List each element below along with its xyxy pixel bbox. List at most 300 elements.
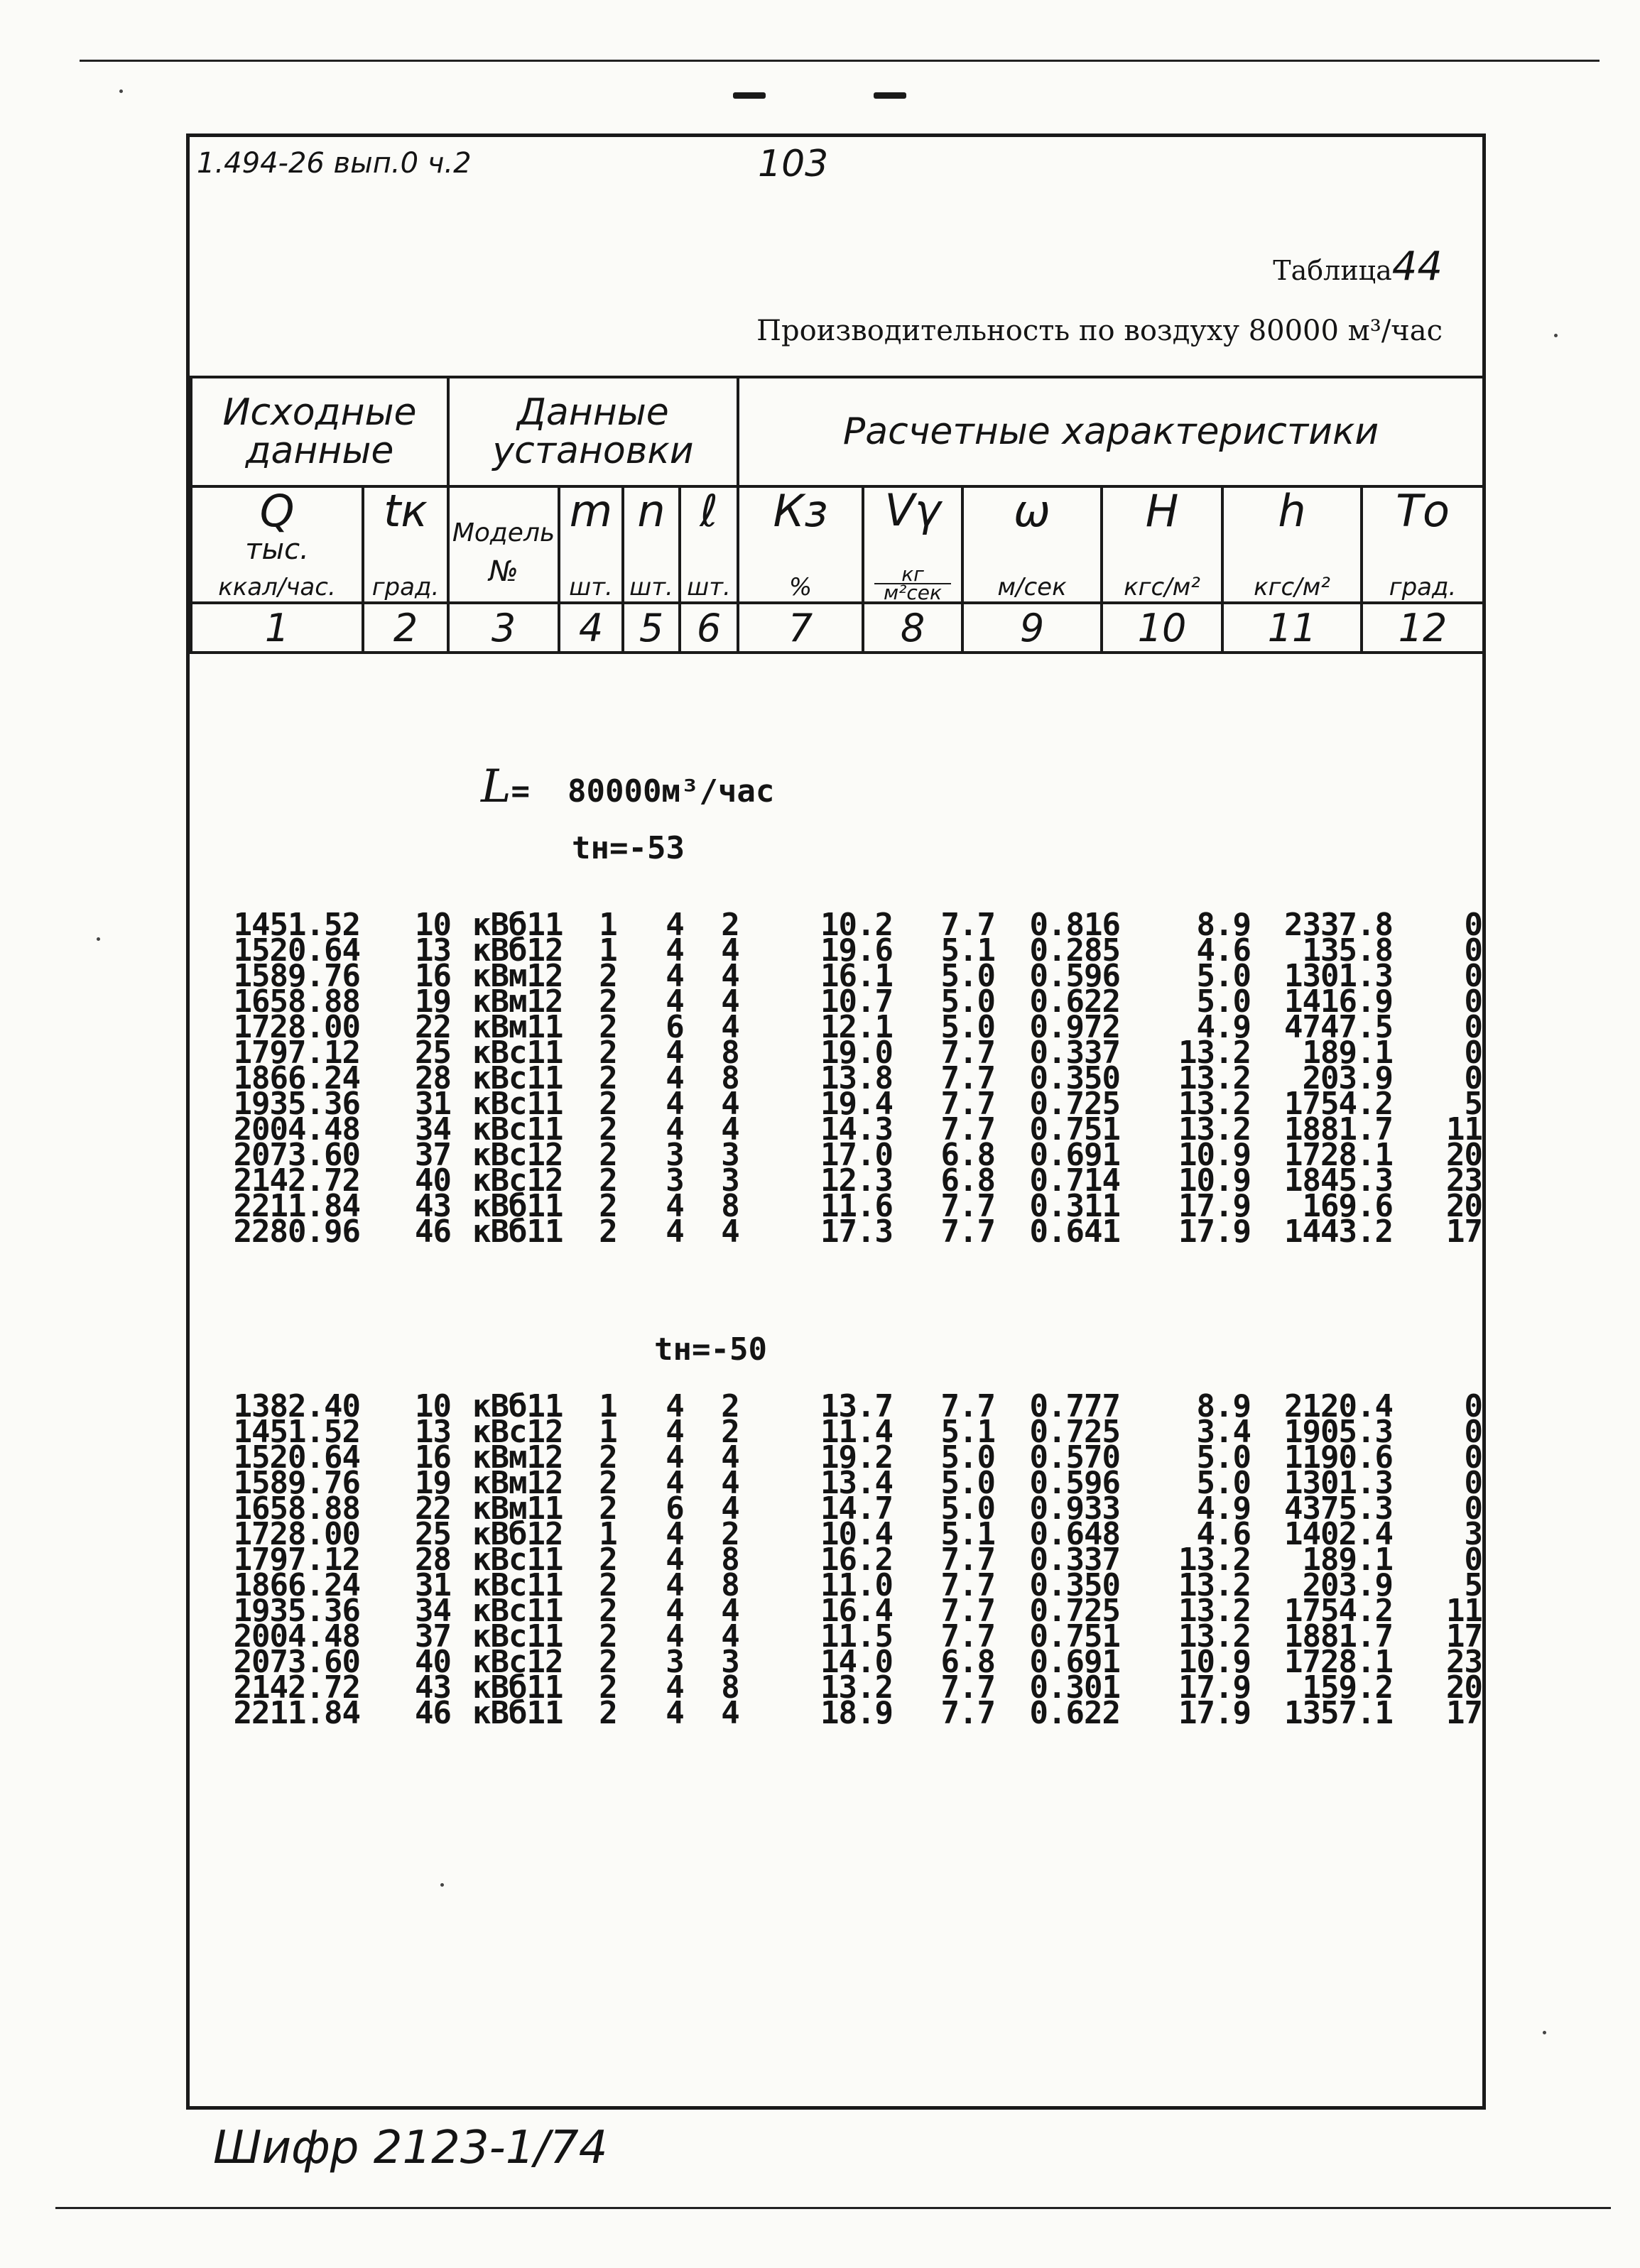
cell-kz: 14.3 (820, 1111, 893, 1147)
cell-vy: 7.7 (940, 1388, 995, 1424)
col-tk-unit: град. (371, 573, 440, 601)
cell-t0: 17 (1446, 1695, 1482, 1731)
cell-n: 4 (666, 1060, 684, 1096)
cell-h-upper: 4.6 (1196, 1516, 1251, 1552)
cell-h-upper: 17.9 (1178, 1188, 1251, 1224)
cell-model: кВс11 (472, 1542, 563, 1578)
cell-n: 4 (666, 1542, 684, 1578)
cell-m: 1 (599, 932, 617, 969)
cell-tk: 37 (415, 1618, 451, 1654)
table-row (190, 1219, 1482, 1245)
cell-n: 4 (666, 1414, 684, 1450)
cell-tk: 34 (415, 1111, 451, 1147)
col-n-symbol: n (637, 486, 666, 537)
cell-tk: 22 (415, 1490, 451, 1527)
cell-model: кВм12 (472, 1465, 563, 1501)
cell-tk: 43 (415, 1669, 451, 1706)
col-model-symbol: Модель (452, 518, 555, 547)
cell-m: 2 (599, 1695, 617, 1731)
cell-tk: 25 (415, 1516, 451, 1552)
cell-w: 0.972 (1029, 1009, 1120, 1045)
cell-tk: 40 (415, 1644, 451, 1680)
cell-m: 2 (599, 1490, 617, 1527)
cell-n: 4 (666, 1388, 684, 1424)
cell-m: 1 (599, 907, 617, 943)
cell-q: 1797.12 (233, 1035, 360, 1071)
cell-q: 1382.40 (233, 1388, 360, 1424)
cell-tk: 19 (415, 1465, 451, 1501)
group-source-data: Исходные данные (191, 377, 448, 486)
air-flow-label (481, 760, 774, 813)
cell-h-lower: 1190.6 (1284, 1439, 1393, 1476)
cell-m: 2 (599, 1644, 617, 1680)
cell-h-lower: 1402.4 (1284, 1516, 1393, 1552)
col-vy-unit-bottom: м²сек (884, 581, 942, 603)
cell-model: кВс11 (472, 1111, 563, 1147)
col-q-unit: ккал/час. (218, 573, 336, 601)
cell-l: 2 (721, 907, 739, 943)
cell-h-upper: 5.0 (1196, 1439, 1251, 1476)
cell-h-upper: 4.6 (1196, 932, 1251, 969)
cell-kz: 14.0 (820, 1644, 893, 1680)
col-n-unit: шт. (629, 573, 673, 601)
cell-n: 6 (666, 1009, 684, 1045)
cell-q: 2073.60 (233, 1644, 360, 1680)
cell-q: 1797.12 (233, 1542, 360, 1578)
col-h-lower-symbol: h (1278, 486, 1306, 537)
cell-l: 4 (721, 1490, 739, 1527)
cell-kz: 13.7 (820, 1388, 893, 1424)
cell-t0: 0 (1464, 1465, 1482, 1501)
cell-h-upper: 13.2 (1178, 1567, 1251, 1603)
cell-vy: 7.7 (940, 1567, 995, 1603)
col-m-symbol: m (569, 486, 613, 537)
col-vy-symbol: Vγ (884, 486, 941, 536)
cell-q: 2280.96 (233, 1214, 360, 1250)
cell-q: 1658.88 (233, 983, 360, 1020)
col-l-header (680, 486, 738, 603)
cell-w: 0.596 (1029, 1465, 1120, 1501)
cell-vy: 7.7 (940, 1086, 995, 1122)
cell-t0: 17 (1446, 1214, 1482, 1250)
cell-l: 4 (721, 1439, 739, 1476)
cell-kz: 10.7 (820, 983, 893, 1020)
cell-h-upper: 3.4 (1196, 1414, 1251, 1450)
cell-m: 2 (599, 1542, 617, 1578)
col-t0-unit: град. (1389, 573, 1457, 601)
cell-l: 4 (721, 1111, 739, 1147)
cell-t0: 23 (1446, 1162, 1482, 1199)
cell-vy: 7.7 (940, 1188, 995, 1224)
cell-h-upper: 5.0 (1196, 983, 1251, 1020)
cell-tk: 10 (415, 1388, 451, 1424)
cell-tk: 37 (415, 1137, 451, 1173)
cell-m: 2 (599, 1060, 617, 1096)
cell-model: кВс11 (472, 1086, 563, 1122)
cell-m: 2 (599, 1465, 617, 1501)
cell-q: 1658.88 (233, 1490, 360, 1527)
cell-q: 2142.72 (233, 1669, 360, 1706)
cell-t0: 0 (1464, 1414, 1482, 1450)
col-m-header (559, 486, 623, 603)
cell-model: кВс11 (472, 1593, 563, 1629)
cell-tk: 13 (415, 1414, 451, 1450)
cell-w: 0.337 (1029, 1542, 1120, 1578)
col-t0-header (1362, 486, 1484, 603)
cell-h-upper: 13.2 (1178, 1035, 1251, 1071)
cell-l: 4 (721, 1593, 739, 1629)
cell-h-upper: 5.0 (1196, 958, 1251, 994)
cell-model: кВм12 (472, 958, 563, 994)
cell-vy: 7.7 (940, 1060, 995, 1096)
cell-h-lower: 4375.3 (1284, 1490, 1393, 1527)
cell-kz: 18.9 (820, 1695, 893, 1731)
cell-h-upper: 13.2 (1178, 1593, 1251, 1629)
cell-vy: 7.7 (940, 1542, 995, 1578)
cell-q: 1728.00 (233, 1516, 360, 1552)
header-number-row (191, 603, 1484, 653)
cell-n: 3 (666, 1644, 684, 1680)
cell-tk: 31 (415, 1086, 451, 1122)
cell-t0: 0 (1464, 1035, 1482, 1071)
col-number: 5 (623, 603, 680, 653)
cell-model: кВс11 (472, 1035, 563, 1071)
cell-h-lower: 1416.9 (1284, 983, 1393, 1020)
col-number: 1 (191, 603, 363, 653)
cell-q: 1520.64 (233, 1439, 360, 1476)
col-number: 6 (680, 603, 738, 653)
col-number: 12 (1362, 603, 1484, 653)
cell-h-lower: 2337.8 (1284, 907, 1393, 943)
cell-t0: 0 (1464, 1060, 1482, 1096)
cell-n: 3 (666, 1162, 684, 1199)
cell-t0: 0 (1464, 1388, 1482, 1424)
cell-kz: 13.2 (820, 1669, 893, 1706)
cell-tk: 28 (415, 1060, 451, 1096)
cell-kz: 14.7 (820, 1490, 893, 1527)
cell-vy: 5.0 (940, 1490, 995, 1527)
cell-n: 3 (666, 1137, 684, 1173)
cell-model: кВс11 (472, 1618, 563, 1654)
cell-w: 0.777 (1029, 1388, 1120, 1424)
cell-tk: 13 (415, 932, 451, 969)
cell-model: кВс12 (472, 1644, 563, 1680)
cell-q: 2211.84 (233, 1695, 360, 1731)
cell-t0: 0 (1464, 1490, 1482, 1527)
cell-m: 2 (599, 1618, 617, 1654)
cell-h-lower: 1845.3 (1284, 1162, 1393, 1199)
cell-model: кВс11 (472, 1060, 563, 1096)
col-h-lower-unit: кгс/м² (1254, 573, 1330, 601)
cell-q: 1866.24 (233, 1060, 360, 1096)
cell-model: кВм12 (472, 1439, 563, 1476)
document-code: 1.494-26 вып.0 ч.2 (197, 147, 472, 180)
cell-model: кВб12 (472, 1516, 563, 1552)
cell-l: 4 (721, 1465, 739, 1501)
cell-n: 4 (666, 1695, 684, 1731)
cell-m: 2 (599, 1188, 617, 1224)
cell-h-upper: 8.9 (1196, 1388, 1251, 1424)
header-group-row (191, 377, 1484, 486)
cell-model: кВб11 (472, 907, 563, 943)
cell-kz: 11.4 (820, 1414, 893, 1450)
cell-h-lower: 159.2 (1302, 1669, 1393, 1706)
cell-kz: 13.4 (820, 1465, 893, 1501)
cell-n: 4 (666, 1214, 684, 1250)
cell-m: 2 (599, 1593, 617, 1629)
col-q-symbol: Q (259, 486, 295, 537)
cell-l: 4 (721, 1214, 739, 1250)
cell-h-lower: 1443.2 (1284, 1214, 1393, 1250)
cell-model: кВб11 (472, 1188, 563, 1224)
top-dash-right (874, 92, 906, 99)
cell-kz: 19.6 (820, 932, 893, 969)
col-w-unit: м/сек (997, 573, 1067, 601)
cell-model: кВб11 (472, 1214, 563, 1250)
cell-m: 2 (599, 1035, 617, 1071)
cell-m: 2 (599, 1214, 617, 1250)
cell-l: 8 (721, 1060, 739, 1096)
cell-vy: 5.1 (940, 1516, 995, 1552)
cell-t0: 0 (1464, 958, 1482, 994)
section-tn-50-table (190, 1388, 1482, 1731)
cell-model: кВм12 (472, 983, 563, 1020)
cell-h-lower: 2120.4 (1284, 1388, 1393, 1424)
cell-h-lower: 203.9 (1302, 1567, 1393, 1603)
col-model-sub: № (489, 555, 518, 588)
cell-h-lower: 1881.7 (1284, 1618, 1393, 1654)
col-h-upper-symbol: H (1145, 486, 1179, 537)
col-number: 11 (1222, 603, 1362, 653)
cell-q: 1451.52 (233, 1414, 360, 1450)
cell-vy: 7.7 (940, 1593, 995, 1629)
col-kz-symbol: Кз (773, 486, 828, 537)
cell-m: 2 (599, 958, 617, 994)
section-label-tn-50: tн=-50 (654, 1331, 767, 1368)
col-w-symbol: ω (1014, 486, 1050, 537)
cell-vy: 5.1 (940, 1414, 995, 1450)
cell-l: 4 (721, 983, 739, 1020)
cell-kz: 16.1 (820, 958, 893, 994)
col-n-header (623, 486, 680, 603)
cell-h-upper: 4.9 (1196, 1490, 1251, 1527)
cell-l: 2 (721, 1516, 739, 1552)
cell-q: 2211.84 (233, 1188, 360, 1224)
col-number: 10 (1102, 603, 1222, 653)
cell-q: 2004.48 (233, 1618, 360, 1654)
cell-kz: 19.2 (820, 1439, 893, 1476)
cell-tk: 22 (415, 1009, 451, 1045)
cell-vy: 7.7 (940, 1695, 995, 1731)
cell-h-lower: 169.6 (1302, 1188, 1393, 1224)
cell-tk: 16 (415, 1439, 451, 1476)
cell-n: 4 (666, 1516, 684, 1552)
cell-vy: 5.1 (940, 932, 995, 969)
cell-t0: 11 (1446, 1593, 1482, 1629)
cell-h-lower: 4747.5 (1284, 1009, 1393, 1045)
col-number: 7 (738, 603, 863, 653)
cell-h-upper: 17.9 (1178, 1214, 1251, 1250)
cell-h-upper: 13.2 (1178, 1086, 1251, 1122)
cell-t0: 0 (1464, 983, 1482, 1020)
cell-kz: 12.1 (820, 1009, 893, 1045)
table-frame (186, 133, 1486, 2110)
cell-h-upper: 17.9 (1178, 1695, 1251, 1731)
cell-t0: 0 (1464, 932, 1482, 969)
cell-vy: 5.0 (940, 958, 995, 994)
cell-m: 1 (599, 1388, 617, 1424)
cell-l: 4 (721, 932, 739, 969)
cell-l: 3 (721, 1137, 739, 1173)
cell-h-upper: 13.2 (1178, 1111, 1251, 1147)
scan-speck (1543, 2031, 1546, 2034)
cell-vy: 7.7 (940, 1111, 995, 1147)
cell-kz: 11.0 (820, 1567, 893, 1603)
header-symbol-row (191, 486, 1484, 603)
group-installation-data: Данные установки (448, 377, 738, 486)
cell-t0: 20 (1446, 1137, 1482, 1173)
cell-h-upper: 8.9 (1196, 907, 1251, 943)
cell-n: 4 (666, 958, 684, 994)
cell-t0: 23 (1446, 1644, 1482, 1680)
cell-w: 0.751 (1029, 1111, 1120, 1147)
flow-value: 80000м³/час (567, 773, 775, 809)
cell-n: 4 (666, 1439, 684, 1476)
cell-tk: 25 (415, 1035, 451, 1071)
cell-n: 4 (666, 1618, 684, 1654)
cell-l: 8 (721, 1035, 739, 1071)
bottom-rule (55, 2207, 1611, 2209)
col-number: 8 (863, 603, 962, 653)
cell-model: кВс11 (472, 1567, 563, 1603)
col-vy-unit-top: кг (874, 566, 951, 584)
cell-h-lower: 189.1 (1302, 1542, 1393, 1578)
col-vy-unit (864, 562, 961, 603)
top-dash-left (733, 92, 766, 99)
cell-m: 2 (599, 983, 617, 1020)
cell-n: 4 (666, 1465, 684, 1501)
cell-t0: 0 (1464, 907, 1482, 943)
cell-vy: 5.0 (940, 1009, 995, 1045)
col-vy-header (863, 486, 962, 603)
cell-n: 4 (666, 907, 684, 943)
cell-h-lower: 1754.2 (1284, 1086, 1393, 1122)
cell-kz: 11.6 (820, 1188, 893, 1224)
cell-l: 8 (721, 1669, 739, 1706)
cell-w: 0.725 (1029, 1414, 1120, 1450)
cell-tk: 46 (415, 1695, 451, 1731)
cell-kz: 17.0 (820, 1137, 893, 1173)
cell-l: 8 (721, 1188, 739, 1224)
cell-h-upper: 13.2 (1178, 1618, 1251, 1654)
cell-model: кВм11 (472, 1490, 563, 1527)
cell-w: 0.285 (1029, 932, 1120, 969)
cell-n: 4 (666, 1567, 684, 1603)
col-number: 9 (962, 603, 1102, 653)
cell-kz: 11.5 (820, 1618, 893, 1654)
cell-h-upper: 10.9 (1178, 1137, 1251, 1173)
cell-l: 8 (721, 1567, 739, 1603)
cell-q: 2142.72 (233, 1162, 360, 1199)
cell-l: 3 (721, 1162, 739, 1199)
col-kz-header (738, 486, 863, 603)
cell-m: 2 (599, 1669, 617, 1706)
col-q-header (191, 486, 363, 603)
cell-vy: 5.0 (940, 983, 995, 1020)
col-m-unit: шт. (569, 573, 613, 601)
flow-symbol: L (481, 760, 511, 813)
cell-q: 1451.52 (233, 907, 360, 943)
cell-model: кВс12 (472, 1414, 563, 1450)
cell-n: 4 (666, 1593, 684, 1629)
page-number: 103 (758, 143, 829, 185)
cell-model: кВб11 (472, 1388, 563, 1424)
cell-n: 6 (666, 1490, 684, 1527)
cell-t0: 11 (1446, 1111, 1482, 1147)
cell-n: 4 (666, 1669, 684, 1706)
cell-w: 0.933 (1029, 1490, 1120, 1527)
cell-m: 1 (599, 1516, 617, 1552)
cell-m: 2 (599, 1439, 617, 1476)
cell-w: 0.350 (1029, 1567, 1120, 1603)
scan-speck (97, 937, 100, 941)
col-l-unit: шт. (687, 573, 731, 601)
cell-kz: 16.2 (820, 1542, 893, 1578)
cell-m: 1 (599, 1414, 617, 1450)
cell-q: 1589.76 (233, 1465, 360, 1501)
top-rule (80, 60, 1600, 62)
col-model-header (448, 486, 559, 603)
cell-model: кВм11 (472, 1009, 563, 1045)
header-table (190, 376, 1485, 654)
cell-h-lower: 1881.7 (1284, 1111, 1393, 1147)
cell-l: 4 (721, 1618, 739, 1654)
cell-m: 2 (599, 1137, 617, 1173)
table-label (1273, 244, 1443, 290)
cell-h-lower: 1301.3 (1284, 958, 1393, 994)
cell-h-upper: 17.9 (1178, 1669, 1251, 1706)
cell-tk: 34 (415, 1593, 451, 1629)
cell-tk: 16 (415, 958, 451, 994)
cell-l: 4 (721, 1086, 739, 1122)
cell-m: 2 (599, 1567, 617, 1603)
cell-w: 0.648 (1029, 1516, 1120, 1552)
col-w-header (962, 486, 1102, 603)
cell-w: 0.596 (1029, 958, 1120, 994)
cell-w: 0.350 (1029, 1060, 1120, 1096)
cell-t0: 0 (1464, 1542, 1482, 1578)
cell-h-lower: 203.9 (1302, 1060, 1393, 1096)
cell-model: кВб11 (472, 1669, 563, 1706)
cell-vy: 6.8 (940, 1162, 995, 1199)
cell-n: 4 (666, 1035, 684, 1071)
cell-n: 4 (666, 1111, 684, 1147)
cell-h-upper: 5.0 (1196, 1465, 1251, 1501)
cell-tk: 40 (415, 1162, 451, 1199)
scan-speck (440, 1883, 444, 1887)
cell-tk: 46 (415, 1214, 451, 1250)
cell-vy: 7.7 (940, 1214, 995, 1250)
cell-tk: 31 (415, 1567, 451, 1603)
cell-n: 4 (666, 1188, 684, 1224)
cell-tk: 43 (415, 1188, 451, 1224)
table-caption: Производительность по воздуху 80000 м³/час (756, 315, 1443, 347)
cell-l: 2 (721, 1388, 739, 1424)
cell-vy: 7.7 (940, 1618, 995, 1654)
cell-h-lower: 189.1 (1302, 1035, 1393, 1071)
cell-vy: 7.7 (940, 1669, 995, 1706)
cell-kz: 17.3 (820, 1214, 893, 1250)
